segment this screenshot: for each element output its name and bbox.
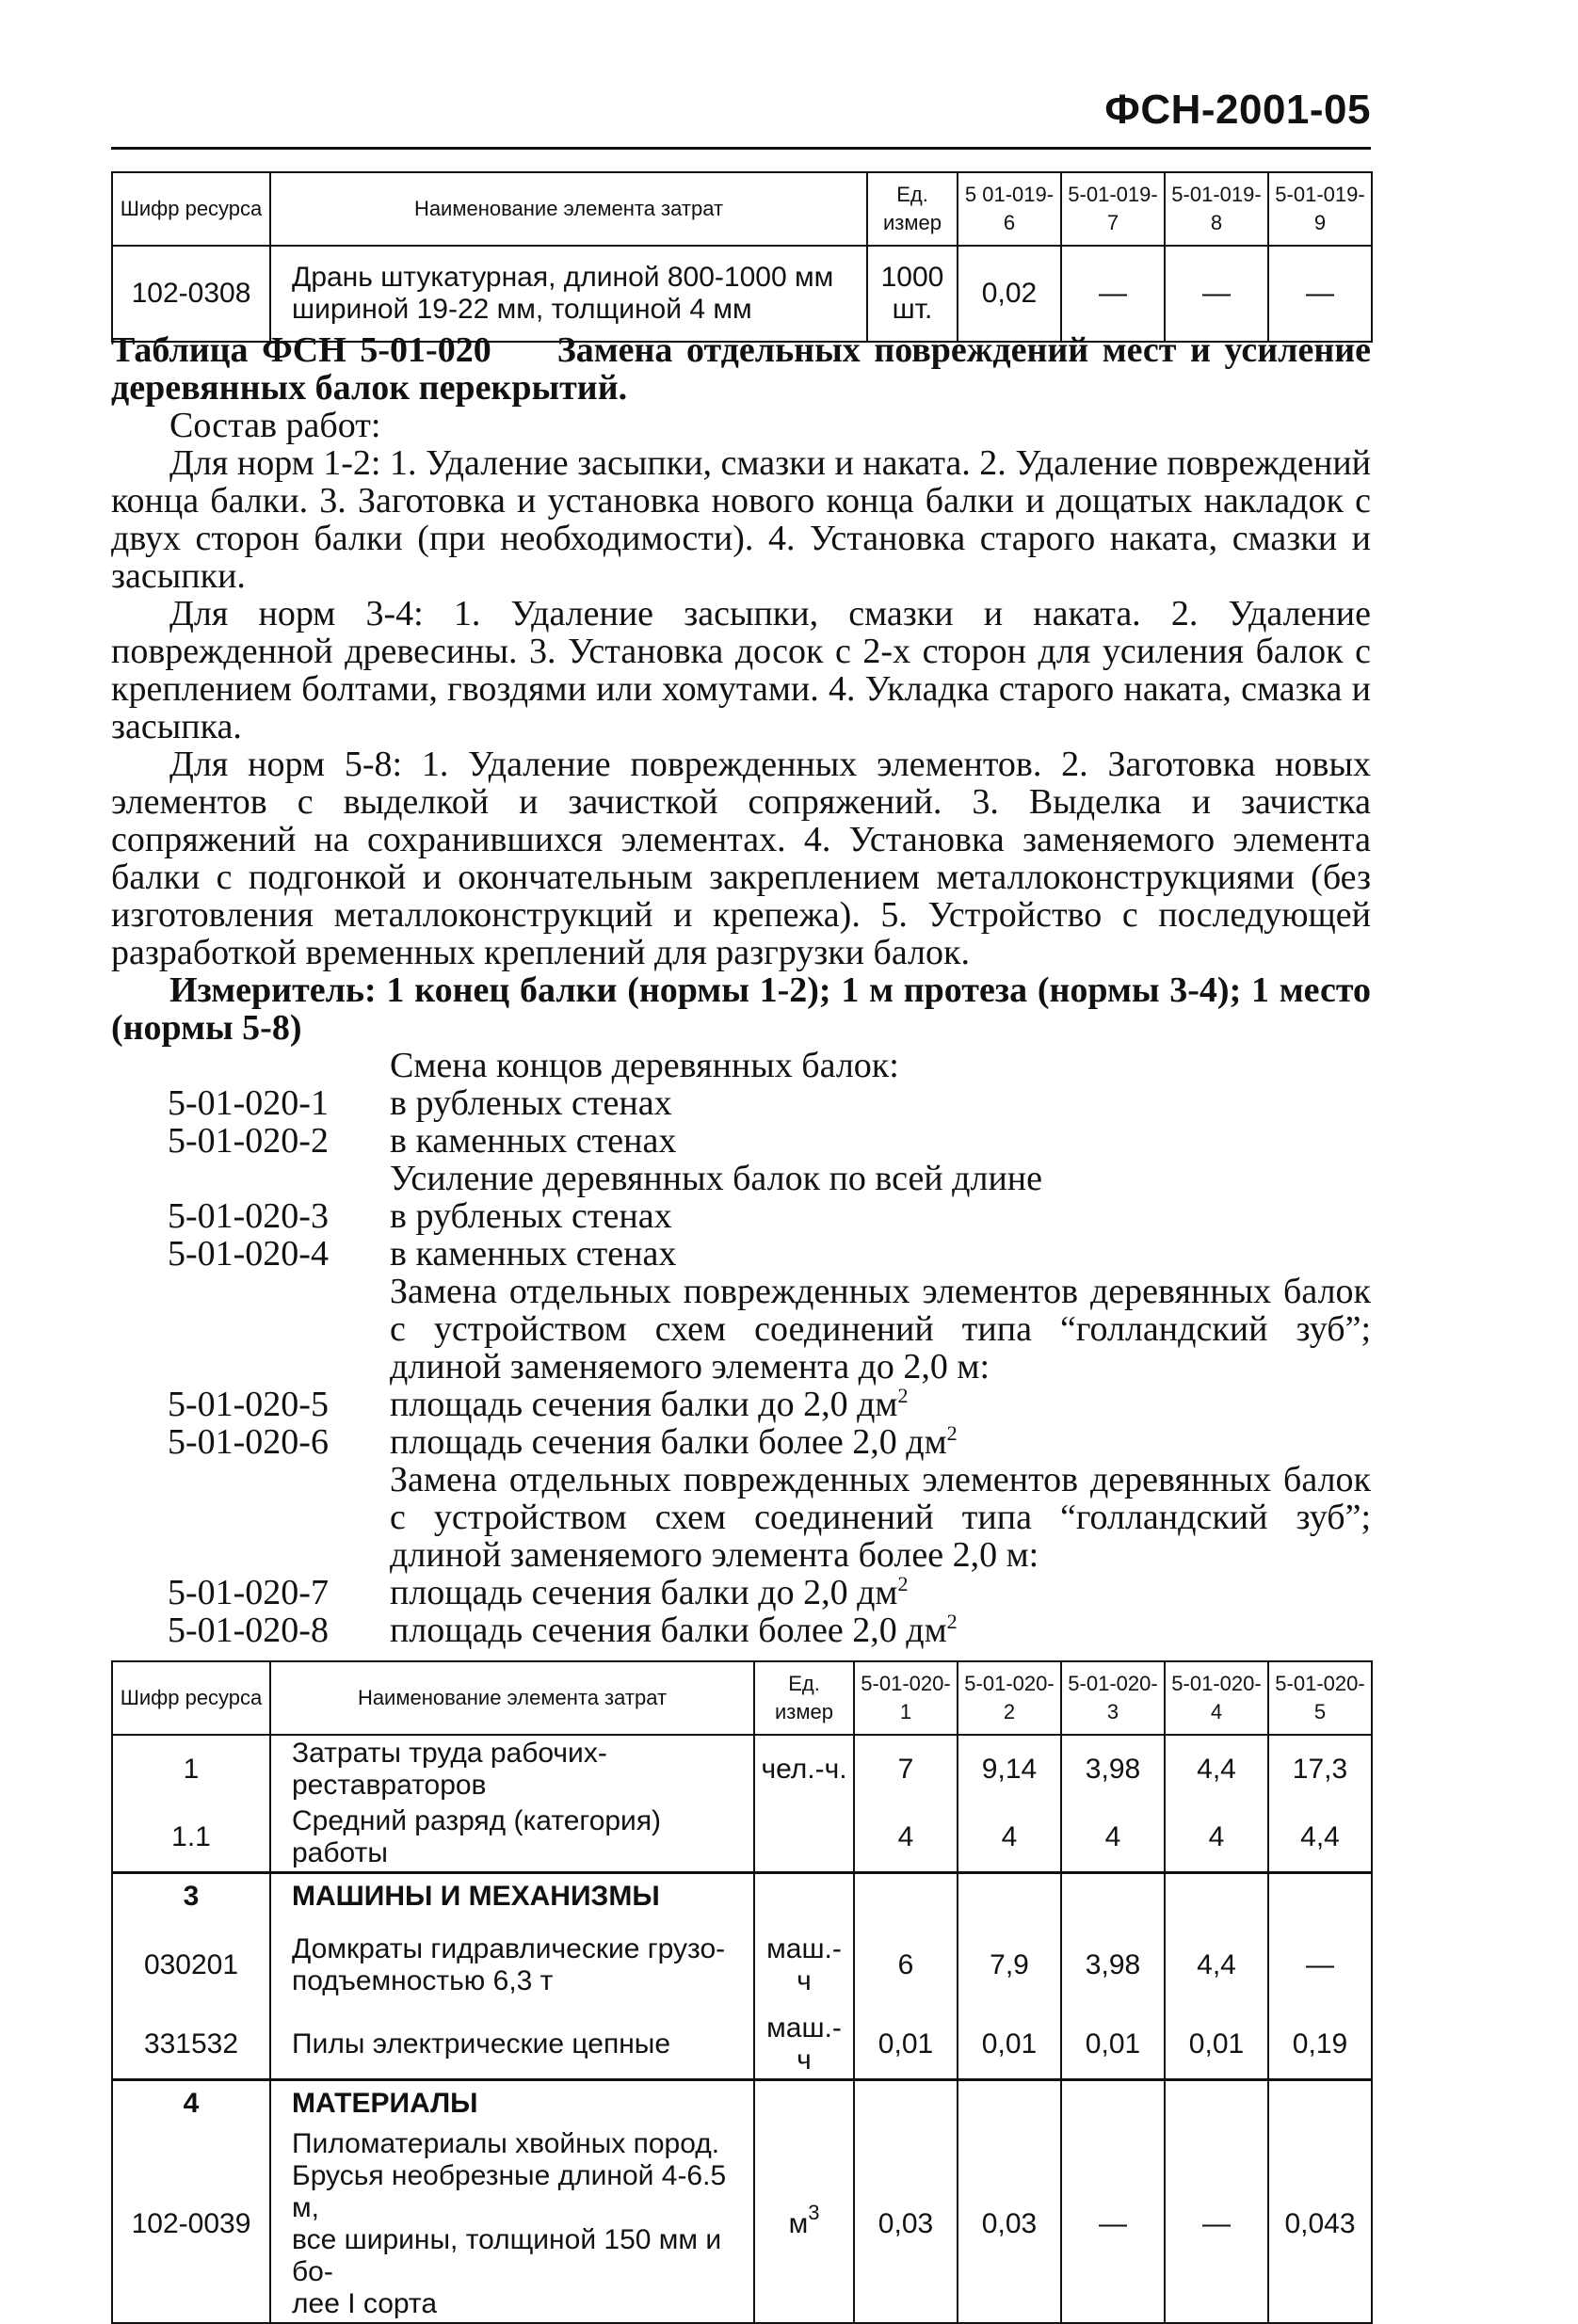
resource-unit: чел.-ч. <box>754 1735 854 1803</box>
table-row <box>112 2011 1372 2080</box>
norm-value: — <box>1165 2126 1268 2323</box>
section-title: МАТЕРИАЛЫ <box>270 2079 754 2126</box>
norm-group-title: Усиление деревянных балок по всей длине <box>390 1159 1042 1198</box>
header-norm: 5 01-019-6 <box>958 172 1061 246</box>
resource-code: 1.1 <box>112 1803 270 1873</box>
empty-cell <box>754 1873 854 1920</box>
norm-code: 5-01-020-1 <box>168 1083 329 1123</box>
table-heading <box>111 331 1371 407</box>
empty-cell <box>1268 2079 1372 2126</box>
norm-group-title: Замена отдельных поврежденных элементов деревянных балок с устройством схем соединений типа “голландский зуб”; длиной заменяемого элемента более 2,0 м: <box>390 1460 1371 1575</box>
header-unit: Ед. измер <box>867 172 958 246</box>
resource-unit <box>754 1803 854 1873</box>
unit-line: 1000 <box>880 262 944 293</box>
section-code: 3 <box>112 1873 270 1920</box>
norm-desc <box>390 1611 958 1649</box>
norm-value: 0,19 <box>1268 2011 1372 2080</box>
norm-desc <box>390 1423 958 1461</box>
composition-paragraph: Для норм 3-4: 1. Удаление засыпки, смазки и наката. 2. Удаление поврежденной древесины. 3. Установка досок с 2-х сторон для усиления балок с креплением болтами, гвоздями или хомутами. 4. Укладка старого наката, смазка и засыпка. <box>111 594 1371 746</box>
empty-cell <box>1268 1873 1372 1920</box>
resource-code: 030201 <box>112 1920 270 2011</box>
header-norm: 5-01-019-9 <box>1268 172 1372 246</box>
resource-name: Средний разряд (категория) работы <box>270 1803 754 1873</box>
norm-desc-text: площадь сечения балки до 2,0 дм <box>390 1385 898 1424</box>
resource-name-line: Брусья необрезные длиной 4-6.5 м, <box>292 2160 727 2223</box>
norm-item <box>111 1574 1371 1611</box>
resource-name <box>270 1920 754 2011</box>
norm-value: 7,9 <box>958 1920 1061 2011</box>
resource-code: 1 <box>112 1735 270 1803</box>
document-code: ФСН-2001-05 <box>1104 87 1371 133</box>
resource-name-line: Дрань штукатурная, длиной 800-1000 мм <box>292 262 834 293</box>
norm-item <box>111 1084 1371 1122</box>
norm-value: 6 <box>854 1920 958 2011</box>
norm-value: 4,4 <box>1165 1920 1268 2011</box>
header-divider <box>111 147 1371 150</box>
section-title: МАШИНЫ И МЕХАНИЗМЫ <box>270 1873 754 1920</box>
norm-item <box>111 1235 1371 1273</box>
norm-value: 0,03 <box>958 2126 1061 2323</box>
norm-item <box>111 1197 1371 1235</box>
resource-name-line: Пиломатериалы хвойных пород. <box>292 2128 720 2159</box>
table-title: Замена отдельных повреждений мест и усиление деревянных балок перекрытий. <box>111 330 1371 408</box>
header-norm: 5-01-020-5 <box>1268 1661 1372 1735</box>
table-row <box>112 2126 1372 2323</box>
norm-value: 0,03 <box>854 2126 958 2323</box>
resource-code: 331532 <box>112 2011 270 2080</box>
norm-desc: в рубленых стенах <box>390 1083 672 1123</box>
norm-value: 3,98 <box>1061 1920 1165 2011</box>
resource-name-line: Домкраты гидравлические грузо- <box>292 1932 726 1964</box>
resource-name-line: все ширины, толщиной 150 мм и бо- <box>292 2224 722 2287</box>
unit-text: м <box>788 2208 809 2239</box>
resource-code: 102-0039 <box>112 2126 270 2323</box>
header-code: Шифр ресурса <box>112 172 270 246</box>
resource-name: Пилы электрические цепные <box>270 2011 754 2080</box>
table-section-row <box>112 1873 1372 1920</box>
norm-value: — <box>1061 2126 1165 2323</box>
norm-item <box>111 1423 1371 1461</box>
resource-name <box>270 246 867 342</box>
norm-value: — <box>1165 246 1268 342</box>
norm-value: 4 <box>1165 1803 1268 1873</box>
empty-cell <box>1061 1873 1165 1920</box>
empty-cell <box>958 1873 1061 1920</box>
norm-desc-text: площадь сечения балки более 2,0 дм <box>390 1422 947 1462</box>
resource-unit <box>867 246 958 342</box>
table-row <box>112 1803 1372 1873</box>
norm-value: 9,14 <box>958 1735 1061 1803</box>
empty-cell <box>1165 1873 1268 1920</box>
superscript: 2 <box>897 1572 909 1595</box>
resource-table-top <box>111 171 1373 343</box>
work-description <box>111 331 1371 1649</box>
header-norm: 5-01-019-8 <box>1165 172 1268 246</box>
norm-item <box>111 1611 1371 1649</box>
superscript: 2 <box>897 1384 909 1407</box>
norm-value: 3,98 <box>1061 1735 1165 1803</box>
unit-line: шт. <box>892 294 933 325</box>
norm-group-title: Замена отдельных поврежденных элементов деревянных балок с устройством схем соединений типа “голландский зуб”; длиной заменяемого элемента до 2,0 м: <box>390 1272 1371 1386</box>
meter-line: Измеритель: 1 конец балки (нормы 1-2); 1 м протеза (нормы 3-4); 1 место (нормы 5-8) <box>111 970 1371 1048</box>
empty-cell <box>854 2079 958 2126</box>
norm-desc: в каменных стенах <box>390 1121 677 1161</box>
norm-item <box>111 1386 1371 1423</box>
empty-cell <box>854 1873 958 1920</box>
norm-code: 5-01-020-4 <box>168 1234 329 1274</box>
empty-cell <box>1061 2079 1165 2126</box>
norm-value: 7 <box>854 1735 958 1803</box>
header-norm: 5-01-020-2 <box>958 1661 1061 1735</box>
norm-code: 5-01-020-7 <box>168 1573 329 1612</box>
resource-name-line: шириной 19-22 мм, толщиной 4 мм <box>292 294 752 325</box>
norm-value: 4 <box>958 1803 1061 1873</box>
resource-unit <box>754 2126 854 2323</box>
norm-code: 5-01-020-5 <box>168 1385 329 1424</box>
header-norm: 5-01-019-7 <box>1061 172 1165 246</box>
header-name: Наименование элемента затрат <box>270 1661 754 1735</box>
norm-item <box>111 1122 1371 1160</box>
norm-group-title: Смена концов деревянных балок: <box>390 1046 899 1085</box>
norm-code: 5-01-020-8 <box>168 1611 329 1650</box>
composition-paragraph: Для норм 1-2: 1. Удаление засыпки, смазки и наката. 2. Удаление повреждений конца балки. 3. Заготовка и установка нового конца балки и дощатых накладок с двух сторон балки (при необходимости). 4. Установка старого наката, смазки и засыпки. <box>111 443 1371 596</box>
header-name: Наименование элемента затрат <box>270 172 867 246</box>
norm-value: 0,043 <box>1268 2126 1372 2323</box>
norm-code: 5-01-020-2 <box>168 1121 329 1161</box>
resource-name-line: лее I сорта <box>292 2288 438 2319</box>
empty-cell <box>958 2079 1061 2126</box>
table-row <box>112 1735 1372 1803</box>
norm-value: 0,01 <box>1165 2011 1268 2080</box>
resource-name <box>270 2126 754 2323</box>
header-norm: 5-01-020-1 <box>854 1661 958 1735</box>
norm-value: 4,4 <box>1165 1735 1268 1803</box>
norm-desc: в рубленых стенах <box>390 1196 672 1236</box>
header-code: Шифр ресурса <box>112 1661 270 1735</box>
norm-desc: в каменных стенах <box>390 1234 677 1274</box>
table-section-row <box>112 2079 1372 2126</box>
table-row <box>112 246 1372 342</box>
header-unit: Ед. измер <box>754 1661 854 1735</box>
resource-name-line: подъемностью 6,3 т <box>292 1964 554 1996</box>
norm-value: — <box>1268 246 1372 342</box>
superscript: 2 <box>946 1610 958 1633</box>
resource-unit: маш.-ч <box>754 2011 854 2080</box>
norm-value: 4 <box>854 1803 958 1873</box>
table-row <box>112 1920 1372 2011</box>
empty-cell <box>754 2079 854 2126</box>
superscript: 3 <box>808 2201 820 2224</box>
header-norm: 5-01-020-3 <box>1061 1661 1165 1735</box>
composition-label: Состав работ: <box>169 406 381 445</box>
norm-value: 0,01 <box>958 2011 1061 2080</box>
norm-value: 4 <box>1061 1803 1165 1873</box>
header-norm: 5-01-020-4 <box>1165 1661 1268 1735</box>
norm-desc <box>390 1386 908 1423</box>
superscript: 2 <box>946 1421 958 1445</box>
norm-value: 0,01 <box>854 2011 958 2080</box>
norm-value: 0,01 <box>1061 2011 1165 2080</box>
resource-unit: маш.-ч <box>754 1920 854 2011</box>
composition-paragraph: Для норм 5-8: 1. Удаление поврежденных элементов. 2. Заготовка новых элементов с выделкой и зачисткой сопряжений. 3. Выделка и зачистка сопряжений на сохранившихся элементах. 4. Установка заменяемого элемента балки с подгонкой и окончательным закреплением металлоконструкциями (без изготовления металлоконструкций и крепежа). 5. Устройство с последующей разработкой временных креплений для разгрузки балок. <box>111 745 1371 972</box>
norm-code: 5-01-020-3 <box>168 1196 329 1236</box>
norm-value: — <box>1061 246 1165 342</box>
resource-table-main <box>111 1660 1373 2324</box>
section-code: 4 <box>112 2079 270 2126</box>
norm-desc-text: площадь сечения балки более 2,0 дм <box>390 1611 947 1650</box>
norm-value: — <box>1268 1920 1372 2011</box>
resource-name: Затраты труда рабочих-реставраторов <box>270 1735 754 1803</box>
norm-value: 17,3 <box>1268 1735 1372 1803</box>
norm-value: 4,4 <box>1268 1803 1372 1873</box>
resource-code: 102-0308 <box>112 246 270 342</box>
norm-value: 0,02 <box>958 246 1061 342</box>
norm-code: 5-01-020-6 <box>168 1422 329 1462</box>
norm-desc-text: площадь сечения балки до 2,0 дм <box>390 1573 898 1612</box>
norm-desc <box>390 1574 908 1611</box>
empty-cell <box>1165 2079 1268 2126</box>
table-code: Таблица ФСН 5-01-020 <box>111 330 491 370</box>
